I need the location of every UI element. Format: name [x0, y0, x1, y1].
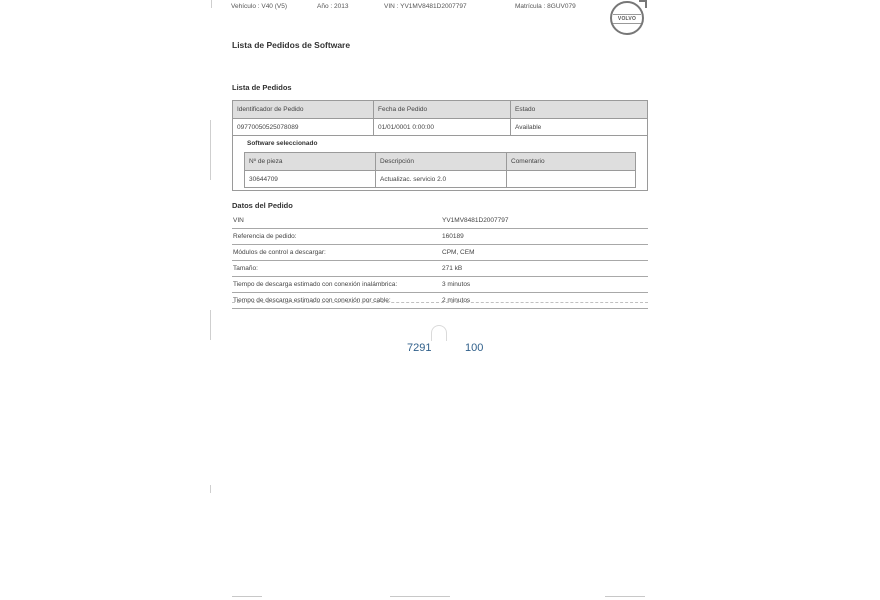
- page-number-left: 7291: [407, 342, 432, 354]
- software-part-cell: 30644709: [245, 171, 376, 188]
- software-desc-cell: Actualizac. servicio 2.0: [376, 171, 507, 188]
- detail-value: 271 kB: [442, 265, 463, 272]
- scan-edge-mark: [210, 120, 211, 180]
- detail-label: Tamaño:: [233, 265, 258, 272]
- header-vehicle: Vehículo : V40 (V5): [231, 3, 288, 10]
- software-section-title: Software seleccionado: [247, 140, 318, 147]
- detail-row-cable-time: [232, 293, 648, 309]
- document-title: Lista de Pedidos de Software: [232, 40, 351, 50]
- table-row: [245, 171, 636, 188]
- orders-section-title: Lista de Pedidos: [232, 83, 292, 92]
- orders-header-row: [233, 101, 648, 119]
- details-list: [232, 213, 648, 309]
- logo-arrow: [639, 0, 647, 8]
- orders-table: [232, 100, 648, 136]
- detail-label: Módulos de control a descargar:: [233, 249, 326, 256]
- detail-value: 160189: [442, 233, 464, 240]
- detail-label: Tiempo de descarga estimado con conexión por cable:: [233, 297, 391, 304]
- detail-row-wireless-time: [232, 277, 648, 293]
- header-plate: Matrícula : 8GUV079: [515, 3, 576, 10]
- detail-label: Referencia de pedido:: [233, 233, 297, 240]
- header-vin: VIN : YV1MV8481D2007797: [384, 3, 467, 10]
- header-year: Año : 2013: [317, 3, 349, 10]
- punch-hole-mark: [431, 325, 447, 341]
- order-status-cell: Available: [511, 119, 648, 136]
- detail-row-vin: [232, 213, 648, 229]
- detail-row-reference: [232, 229, 648, 245]
- software-header-row: [245, 153, 636, 171]
- software-table: [244, 152, 636, 188]
- detail-label: VIN: [233, 217, 244, 224]
- bottom-scan-mark: [390, 596, 450, 597]
- software-comment-cell: [507, 171, 636, 188]
- footer-divider: [232, 302, 648, 303]
- software-col-part: Nº de pieza: [245, 153, 376, 171]
- bottom-scan-mark: [232, 596, 262, 597]
- orders-col-date: Fecha de Pedido: [374, 101, 511, 119]
- order-id-cell: 09770050525078089: [233, 119, 374, 136]
- detail-value: 3 minutos: [442, 281, 471, 288]
- software-col-comment: Comentario: [507, 153, 636, 171]
- detail-value: CPM, CEM: [442, 249, 475, 256]
- order-date-cell: 01/01/0001 0:00:00: [374, 119, 511, 136]
- volvo-logo-icon: [610, 1, 644, 35]
- scan-edge-mark: [210, 485, 211, 493]
- software-col-desc: Descripción: [376, 153, 507, 171]
- details-section-title: Datos del Pedido: [232, 201, 293, 210]
- detail-row-modules: [232, 245, 648, 261]
- logo-wordmark: VOLVO: [613, 14, 641, 24]
- scan-edge-mark: [210, 310, 211, 340]
- detail-label: Tiempo de descarga estimado con conexión inalámbrica:: [233, 281, 398, 288]
- bottom-scan-mark: [605, 596, 645, 597]
- detail-value: YV1MV8481D2007797: [442, 217, 509, 224]
- page-number-right: 100: [465, 342, 484, 354]
- orders-col-status: Estado: [511, 101, 648, 119]
- detail-value: 2 minutos: [442, 297, 471, 304]
- orders-col-id: Identificador de Pedido: [233, 101, 374, 119]
- scan-edge-mark: [211, 0, 212, 8]
- detail-row-size: [232, 261, 648, 277]
